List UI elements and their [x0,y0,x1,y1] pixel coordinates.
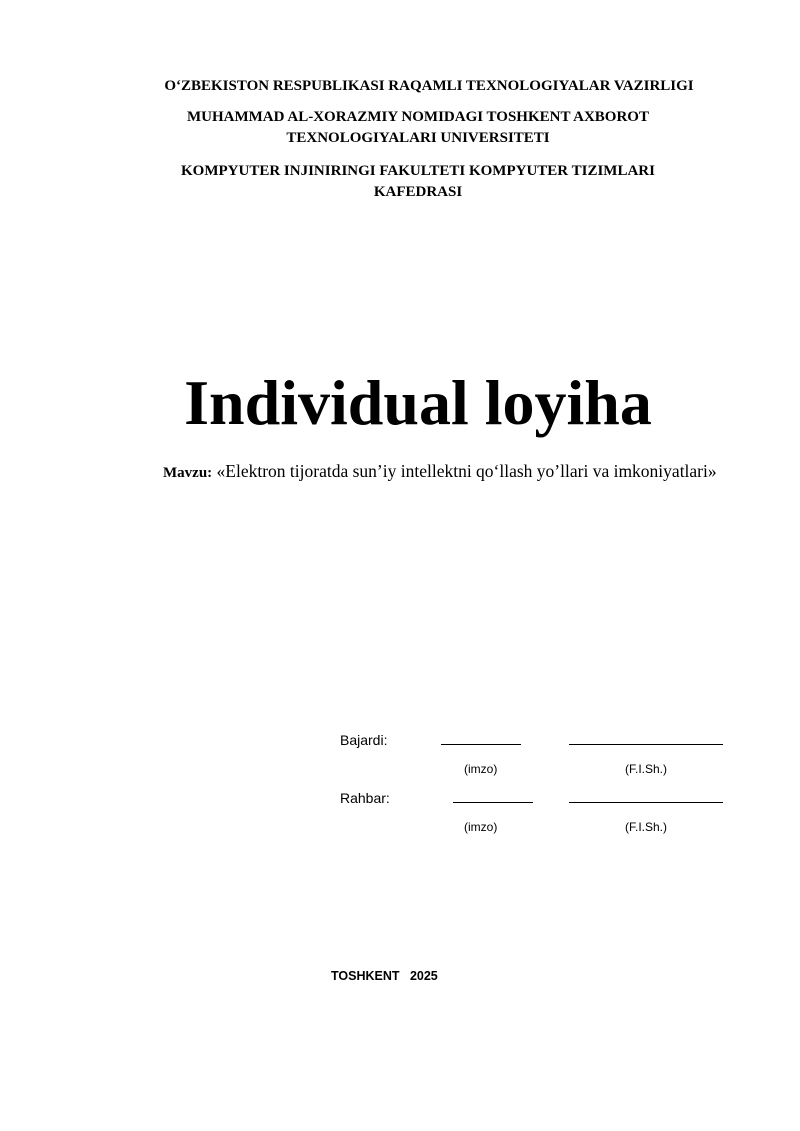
performer-signature-caption: (imzo) [464,762,498,776]
performer-signature-line [441,744,521,745]
supervisor-label: Rahbar: [340,790,390,806]
performer-name-line [569,744,723,745]
supervisor-name-caption: (F.I.Sh.) [625,820,668,834]
department-line-1: KOMPYUTER INJINIRINGI FAKULTETI KOMPYUTER TIZIMLARI [181,163,655,179]
topic-label: Mavzu: [163,465,213,481]
performer-name-caption: (F.I.Sh.) [625,762,668,776]
ministry-heading: O‘ZBEKISTON RESPUBLIKASI RAQAMLI TEXNOLOGIYALAR VAZIRLIGI [164,78,694,94]
topic-text: «Elektron tijoratda sun’iy intellektni qo‘llash yo’llari va imkoniyatlari» [216,461,717,481]
supervisor-signature-line [453,802,533,803]
university-heading [0,107,800,149]
performer-label: Bajardi: [340,732,388,748]
department-heading [0,161,800,203]
supervisor-signature-caption: (imzo) [464,820,498,834]
university-line-2: TEXNOLOGIYALARI UNIVERSITETI [286,130,550,146]
supervisor-name-line [569,802,723,803]
document-title: Individual loyiha [184,367,652,438]
department-line-2: KAFEDRASI [373,184,463,200]
university-line-1: MUHAMMAD AL-XORAZMIY NOMIDAGI TOSHKENT AXBOROT [187,109,649,125]
topic-paragraph [115,456,742,488]
city-year-footer: TOSHKENT 2025 [331,969,438,983]
